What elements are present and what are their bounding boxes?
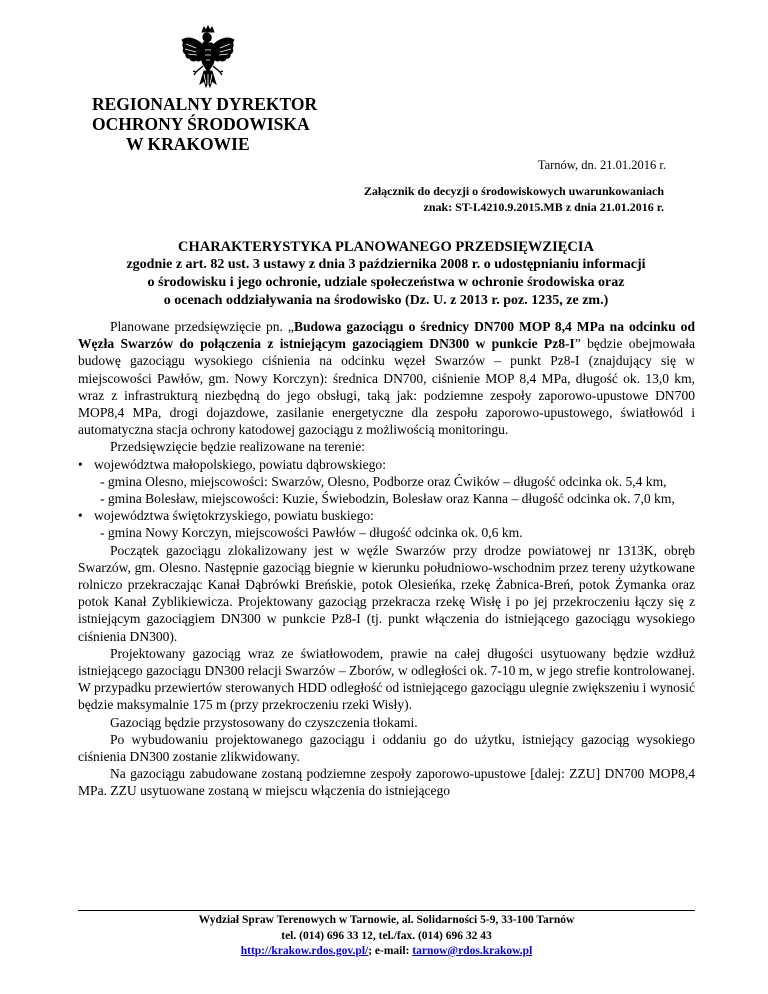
bullet-icon: • (78, 508, 83, 524)
paragraph-pigging: Gazociąg będzie przystosowany do czyszczenia tłokami. (110, 714, 418, 730)
authority-line-2: OCHRONY ŚRODOWISKA (92, 114, 310, 134)
footer-address: Wydział Spraw Terenowych w Tarnowie, al. Solidarności 5-9, 33-100 Tarnów (198, 914, 575, 926)
footer-contact (78, 944, 695, 960)
intro-prefix: Planowane przedsięwzięcie pn. „ (110, 319, 294, 334)
sub-list (94, 473, 695, 507)
website-link[interactable]: http://krakow.rdos.gov.pl/ (240, 945, 369, 957)
document-title: CHARAKTERYSTYKA PLANOWANEGO PRZEDSIĘWZIĘCIA (177, 239, 595, 255)
issuing-authority (92, 94, 392, 154)
attachment-line-1: Załącznik do decyzji o środowiskowych uwarunkowaniach (363, 184, 664, 198)
paragraph-location: Projektowany gazociąg wraz ze światłowodem, prawie na całej długości usytuowany będzie wzdłuż istniejącego gazociągu DN300 relacji Swarzów – Zborów, w odległości ok. 7-10 m, w jego strefie kontrolowanej. W przypadku przewiertów sterowanych HDD odległość od istniejącego gazociągu ulegnie zwiększeniu i wynosić będzie maksymalnie 175 m (przy przekroczeniu rzeki Wisły). (78, 645, 695, 713)
email-label: ; e-mail: (368, 945, 413, 957)
authority-line-3: W KRAKOWIE (126, 134, 250, 154)
location-list (78, 456, 695, 542)
document-body (78, 318, 695, 800)
list-item-malopolskie (78, 456, 695, 508)
intro-rest: ” będzie obejmowała budowę gazociągu wysokiego ciśnienia na odcinku węzeł Swarzów – punkt Pz8-I (znajdujący się w miejscowości Pawłów, gm. Nowy Korczyn): średnica DN700, ciśnienie MOP 8,4 MPa, długość ok. 13,0 km, wraz z infrastrukturą niezbędną do jego obsługi, taką jak: podziemne zespoły zaporowo-upustowe DN700 MOP8,4 MPa, drogi dojazdowe, zasilanie energetyczne dla zespołu zaporowo-upustowego, światłowód i automatyczna stacja ochrony katodowej gazociągu z możliwością monitoringu. (78, 336, 696, 438)
document-heading (78, 238, 694, 310)
list-item-label: województwa świętokrzyskiego, powiatu buskiego: (94, 508, 374, 524)
sub-list-item: - gmina Nowy Korczyn, miejscowości Pawłów – długość odcinka ok. 0,6 km. (100, 525, 523, 541)
sub-list-item: - gmina Bolesław, miejscowości: Kuzie, Świebodzin, Bolesław oraz Kanna – długość odcinka ok. 7,0 km, (100, 491, 675, 507)
heading-line-4: o ocenach oddziaływania na środowisko (Dz. U. z 2013 r. poz. 1235, ze zm.) (163, 293, 609, 308)
sub-list (94, 524, 695, 541)
bullet-icon: • (78, 456, 83, 472)
authority-line-1: REGIONALNY DYREKTOR (92, 94, 318, 114)
attachment-line-2: znak: ST-I.4210.9.2015.MB z dnia 21.01.2016 r. (423, 200, 664, 214)
polish-eagle-emblem-icon (176, 24, 240, 94)
heading-line-3: o środowisku i jego ochronie, udziale społeczeństwa w ochronie środowiska oraz (147, 275, 625, 290)
paragraph-intro (78, 318, 695, 438)
footer-phone: tel. (014) 696 33 12, tel./fax. (014) 696 32 43 (281, 929, 492, 942)
paragraph-route: Początek gazociągu zlokalizowany jest w węźle Swarzów przy drodze powiatowej nr 1313K, obręb Swarzów, gm. Olesno. Następnie gazociąg biegnie w kierunku południowo-wschodnim przez tereny użytkowane rolniczo przekraczając Kanał Dąbrówki Breńskie, potok Olesieńka, rzekę Żabnica-Breń, potok Żymanka oraz potok Kanał Zyblikiewicza. Projektowany gazociąg przekracza rzekę Wisłę i po jej przekroczeniu łączy się z istniejącym gazociągiem DN300 w punkcie Pz8-I (tj. punkt włączenia do istniejącego gazociągu wysokiego ciśnienia DN300). (78, 542, 695, 644)
place-and-date: Tarnów, dn. 21.01.2016 r. (537, 158, 666, 172)
list-item-label: województwa małopolskiego, powiatu dąbrowskiego: (94, 456, 386, 472)
heading-line-2: zgodnie z art. 82 ust. 3 ustawy z dnia 3 października 2008 r. o udostępnianiu informacji (126, 257, 646, 272)
paragraph-valves: Na gazociągu zabudowane zostaną podziemne zespoły zaporowo-upustowe [dalej: ZZU] DN700 MOP8,4 MPa. ZZU usytuowane zostaną w miejscu włączenia do istniejącego (78, 766, 695, 799)
project-name: Budowa gazociągu o średnicy DN700 MOP 8,4 MPa na odcinku od Węzła Swarzów do połączenia z istniejącym gazociągiem DN300 w punkcie Pz8-I (78, 319, 695, 352)
paragraph-decommission: Po wybudowaniu projektowanego gazociągu i oddaniu go do użytku, istniejący gazociąg wysokiego ciśnienia DN300 zostanie zlikwidowany. (78, 731, 695, 765)
attachment-note (364, 183, 664, 215)
sub-list-item: - gmina Olesno, miejscowości: Swarzów, Olesno, Podborze oraz Ćwików – długość odcinka ok. 5,4 km, (100, 473, 667, 489)
email-link[interactable]: tarnow@rdos.krakow.pl (412, 945, 533, 957)
list-item-swietokrzyskie (78, 507, 695, 541)
paragraph-area: Przedsięwzięcie będzie realizowane na terenie: (110, 439, 365, 455)
page-footer (78, 910, 695, 960)
